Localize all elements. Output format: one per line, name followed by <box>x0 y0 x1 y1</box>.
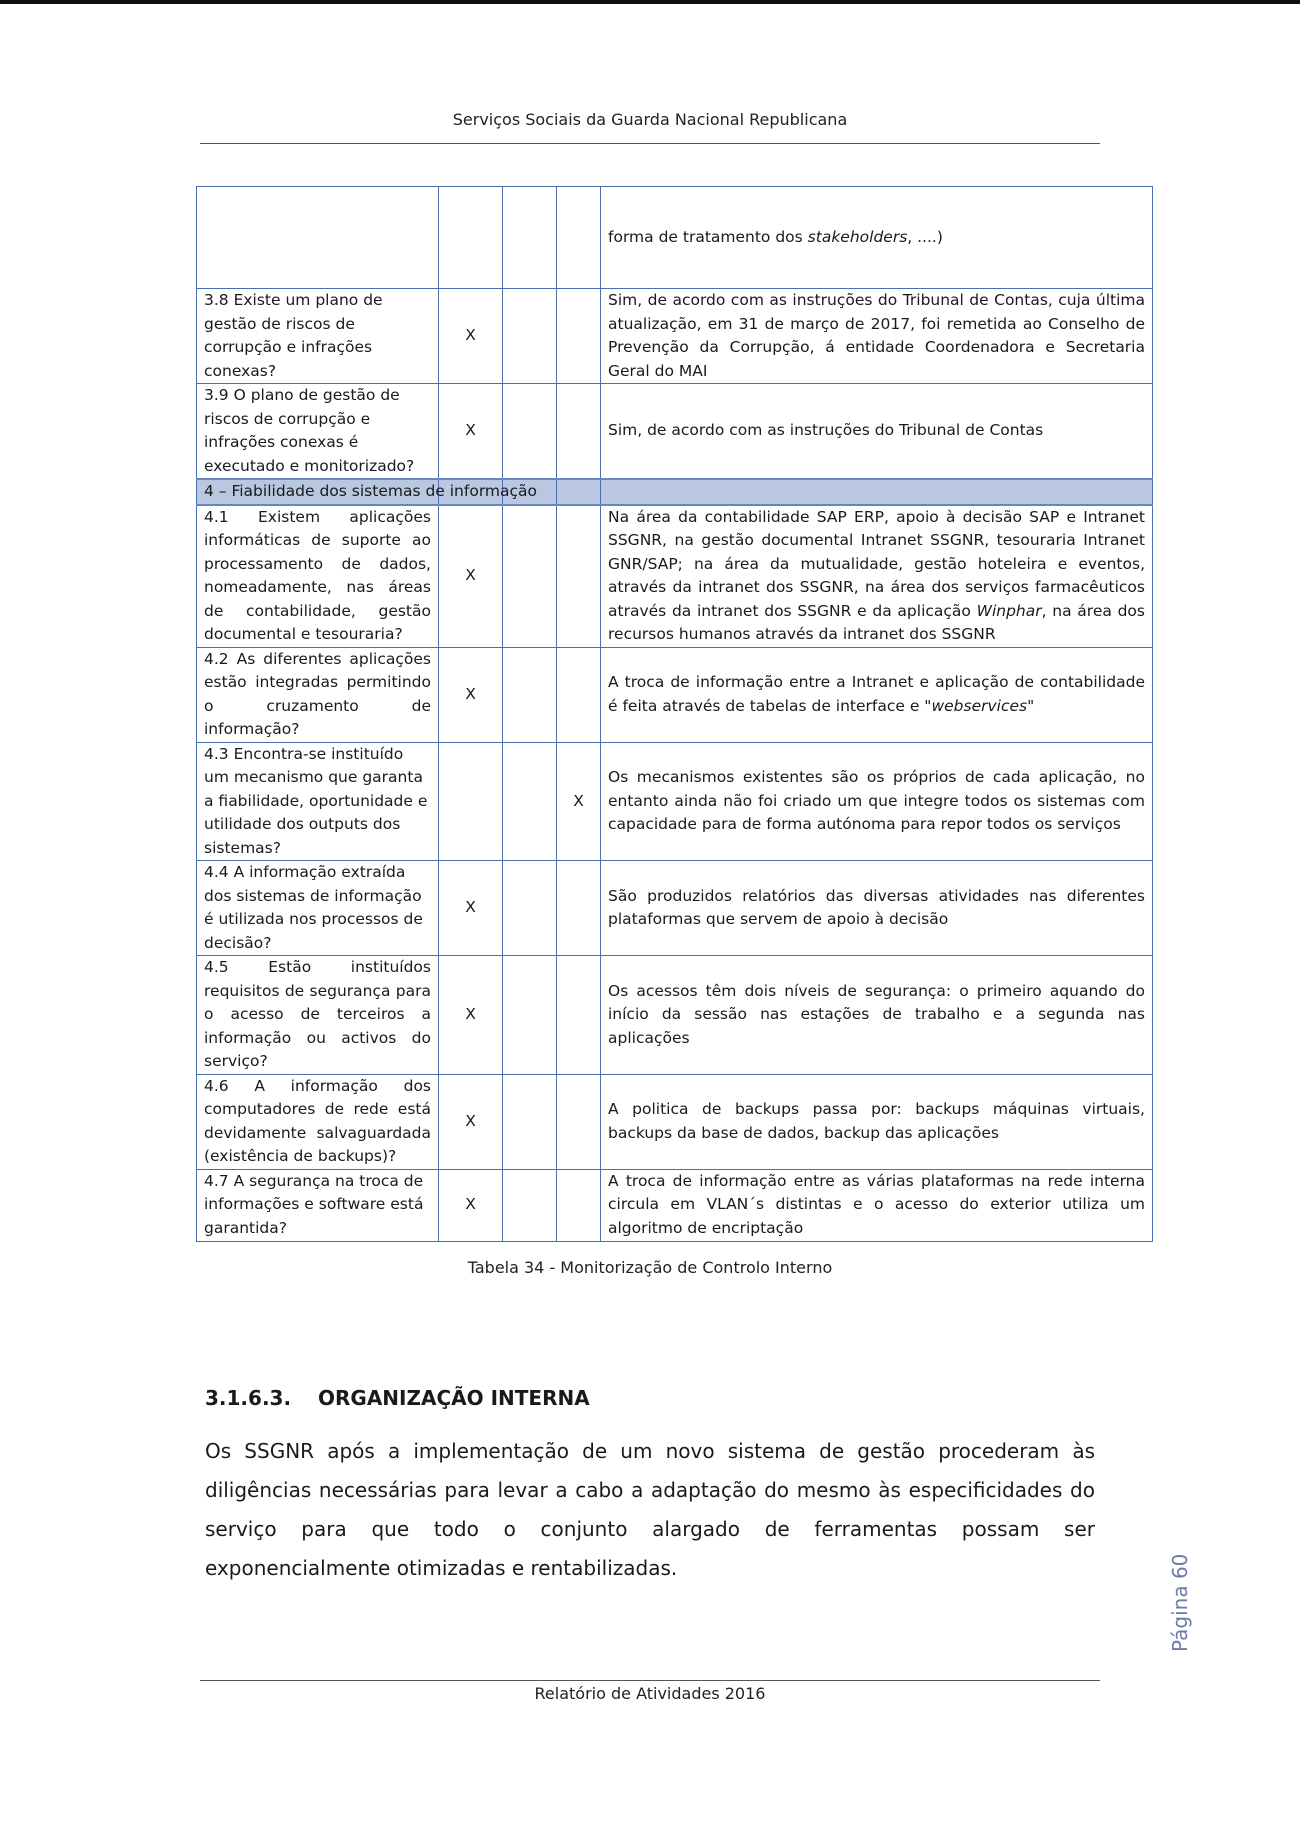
mark-cell <box>557 956 601 1075</box>
table-caption: Tabela 34 - Monitorização de Controlo Interno <box>467 1258 833 1277</box>
mark-cell: X <box>439 384 503 480</box>
mark-cell: X <box>439 861 503 956</box>
footer-divider <box>200 1680 1100 1681</box>
webservices-italic: webservices <box>931 696 1028 715</box>
mark-cell <box>557 289 601 384</box>
mark-cell <box>503 384 557 480</box>
page-number: Página 60 <box>1168 1553 1192 1652</box>
answer-cell: Na área da contabilidade SAP ERP, apoio à decisão SAP e Intranet SSGNR, na gestão documental Intranet SSGNR, tesouraria Intranet GNR/SAP; na área da mutualidade, gestão hoteleira e eventos, através da intranet dos SSGNR, na área dos serviços farmacêuticos através da intranet dos SSGNR e da aplicação Winphar, na área dos recursos humanos através da intranet dos SSGNR <box>601 505 1153 648</box>
question-cell: 4.1 Existem aplicações informáticas de suporte ao processamento de dados, nomeadamente, nas áreas de contabilidade, gestão documental e tesouraria? <box>197 505 439 648</box>
question-cell: 4.3 Encontra-se instituído um mecanismo que garanta a fiabilidade, oportunidade e utilidade dos outputs dos sistemas? <box>197 742 439 861</box>
mark-cell <box>503 647 557 742</box>
question-cell <box>197 187 439 289</box>
answer-cell: forma de tratamento dos stakeholders, ....) <box>601 187 1153 289</box>
section-number: 3.1.6.3. <box>205 1386 292 1410</box>
table-row <box>197 956 1153 1075</box>
table-row <box>197 505 1153 648</box>
header-divider <box>200 143 1100 144</box>
running-header: Serviços Sociais da Guarda Nacional Republicana <box>452 110 848 129</box>
mark-cell <box>557 861 601 956</box>
question-cell: 3.8 Existe um plano de gestão de riscos de corrupção e infrações conexas? <box>197 289 439 384</box>
mark-cell: X <box>439 289 503 384</box>
mark-cell <box>503 289 557 384</box>
question-cell: 4.6 A informação dos computadores de rede está devidamente salvaguardada (existência de backups)? <box>197 1074 439 1169</box>
mark-cell <box>557 647 601 742</box>
table-row <box>197 742 1153 861</box>
mark-cell <box>503 1074 557 1169</box>
question-cell: 3.9 O plano de gestão de riscos de corrupção e infrações conexas é executado e monitorizado? <box>197 384 439 480</box>
answer-cell: Sim, de acordo com as instruções do Tribunal de Contas, cuja última atualização, em 31 de março de 2017, foi remetida ao Conselho de Prevenção da Corrupção, á entidade Coordenadora e Secretaria Geral do MAI <box>601 289 1153 384</box>
table-row <box>197 1169 1153 1241</box>
mark-cell <box>503 956 557 1075</box>
scan-top-edge <box>0 0 1300 4</box>
section-heading <box>205 1386 590 1410</box>
answer-cell: São produzidos relatórios das diversas atividades nas diferentes plataformas que servem de apoio à decisão <box>601 861 1153 956</box>
internal-control-table <box>196 186 1153 1242</box>
table-row <box>197 289 1153 384</box>
stakeholders-italic: stakeholders <box>807 227 908 246</box>
table-row <box>197 187 1153 289</box>
mark-cell <box>503 187 557 289</box>
mark-cell: X <box>439 1169 503 1241</box>
winphar-italic: Winphar <box>976 601 1042 620</box>
body-paragraph: Os SSGNR após a implementação de um novo sistema de gestão procederam às diligências necessárias para levar a cabo a adaptação do mesmo às especificidades do serviço para que todo o conjunto alargado de ferramentas possam ser exponencialmente otimizadas e rentabilizadas. <box>205 1439 1095 1580</box>
section-title: ORGANIZAÇÃO INTERNA <box>318 1386 590 1410</box>
answer-cell: Os mecanismos existentes são os próprios de cada aplicação, no entanto ainda não foi criado um que integre todos os sistemas com capacidade para de forma autónoma para repor todos os serviços <box>601 742 1153 861</box>
answer-cell: A troca de informação entre as várias plataformas na rede interna circula em VLAN´s distintas e o acesso do exterior utiliza um algoritmo de encriptação <box>601 1169 1153 1241</box>
mark-cell: X <box>439 505 503 648</box>
running-footer: Relatório de Atividades 2016 <box>534 1684 766 1703</box>
question-cell: 4.4 A informação extraída dos sistemas de informação é utilizada nos processos de decisão? <box>197 861 439 956</box>
question-cell: 4.5 Estão instituídos requisitos de segurança para o acesso de terceiros a informação ou activos do serviço? <box>197 956 439 1075</box>
mark-cell: X <box>439 1074 503 1169</box>
mark-cell <box>503 742 557 861</box>
table-row <box>197 647 1153 742</box>
question-cell: 4.7 A segurança na troca de informações e software está garantida? <box>197 1169 439 1241</box>
table-row <box>197 384 1153 480</box>
section-label: 4 – Fiabilidade dos sistemas de informação <box>204 482 538 500</box>
mark-cell <box>557 1169 601 1241</box>
mark-cell <box>557 384 601 480</box>
mark-cell <box>439 187 503 289</box>
answer-cell: A troca de informação entre a Intranet e aplicação de contabilidade é feita através de tabelas de interface e "webservices" <box>601 647 1153 742</box>
answer-cell: Sim, de acordo com as instruções do Tribunal de Contas <box>601 384 1153 480</box>
mark-cell: X <box>439 647 503 742</box>
section-cell <box>197 479 538 505</box>
table-row <box>197 861 1153 956</box>
question-cell: 4.2 As diferentes aplicações estão integradas permitindo o cruzamento de informação? <box>197 647 439 742</box>
table-row <box>197 1074 1153 1169</box>
mark-cell <box>503 861 557 956</box>
mark-cell: X <box>557 742 601 861</box>
section-row <box>197 479 1153 505</box>
mark-cell <box>557 187 601 289</box>
mark-cell <box>439 742 503 861</box>
mark-cell <box>557 505 601 648</box>
mark-cell <box>503 505 557 648</box>
answer-cell: A politica de backups passa por: backups máquinas virtuais, backups da base de dados, backup das aplicações <box>601 1074 1153 1169</box>
mark-cell: X <box>439 956 503 1075</box>
section-cell <box>557 479 601 505</box>
answer-cell: Os acessos têm dois níveis de segurança: o primeiro aquando do início da sessão nas estações de trabalho e a segunda nas aplicações <box>601 956 1153 1075</box>
mark-cell <box>503 1169 557 1241</box>
mark-cell <box>557 1074 601 1169</box>
section-cell <box>601 479 1153 505</box>
